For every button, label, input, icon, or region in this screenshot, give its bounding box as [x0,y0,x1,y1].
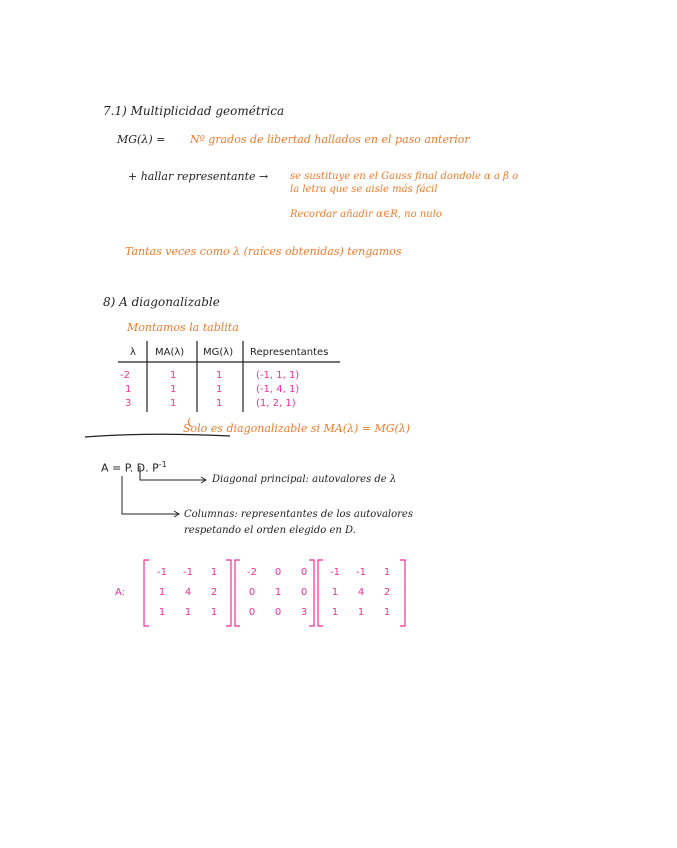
matrix-p-inverse-entry: 1 [357,607,365,618]
matrix-p-inverse-entry: 4 [357,587,365,598]
matrix-p-inverse-entry: 1 [331,607,339,618]
matrix-d-entry: 0 [248,607,256,618]
diagonalizable-condition: Solo es diagonalizable si MA(λ) = MG(λ) [183,422,411,435]
matrix-p-inverse-entry: 1 [383,567,391,578]
table-header-ma: MA(λ) [155,347,185,358]
section-8-heading: 8) A diagonalizable [103,295,220,309]
decomposition-formula [101,458,167,476]
matrix-d-entry: 0 [300,567,308,578]
matrix-p-entry: 1 [158,607,166,618]
matrix-d-entry: 0 [274,567,282,578]
mg-definition: Nº grados de libertad hallados en el paso anterior [190,133,470,146]
nonzero-reminder: Recordar añadir α∈R, no nulo [290,209,442,220]
matrix-d-entry: 3 [300,607,308,618]
matrix-p-entry: 2 [210,587,218,598]
matrix-p-inverse-entry: 1 [383,607,391,618]
table-subtitle: Montamos la tablita [127,321,239,334]
matrix-p-inverse-entry: -1 [356,567,366,578]
table-cell-ma: 1 [170,398,177,409]
table-cell-lambda: 1 [125,384,132,395]
matrix-d-entry: 0 [248,587,256,598]
matrix-p-entry: 1 [158,587,166,598]
table-cell-mg: 1 [216,398,223,409]
representative-step-line2: la letra que se aisle más fácil [290,184,438,195]
columns-note-line2: respetando el orden elegido en D. [184,525,356,536]
repeat-note: Tantas veces como λ (raíces obtenidas) tengamos [125,245,402,258]
table-cell-lambda: -2 [120,370,130,381]
table-cell-lambda: 3 [125,398,132,409]
matrix-a-label: A: [115,587,126,598]
table-cell-representative: (1, 2, 1) [256,398,296,409]
diagonal-note: Diagonal principal: autovalores de λ [212,474,397,485]
matrix-p-inverse-entry: 1 [331,587,339,598]
matrix-d-entry: -2 [247,567,257,578]
matrix-p-entry: 1 [210,567,218,578]
table-cell-ma: 1 [170,370,177,381]
mg-label: MG(λ) = [117,133,166,146]
table-cell-ma: 1 [170,384,177,395]
representative-label: + hallar representante → [128,170,269,183]
matrix-d-entry: 0 [274,607,282,618]
table-header-representatives: Representantes [250,347,329,358]
table-cell-mg: 1 [216,384,223,395]
columns-note-line1: Columnas: representantes de los autovalores [184,509,413,520]
matrix-p-entry: 1 [210,607,218,618]
matrix-d-entry: 0 [300,587,308,598]
table-header-mg: MG(λ) [203,347,234,358]
matrix-p-entry: -1 [157,567,167,578]
matrix-p-entry: 4 [184,587,192,598]
matrix-p-inverse-entry: -1 [330,567,340,578]
table-cell-mg: 1 [216,370,223,381]
formula-exponent: -1 [158,460,167,469]
representative-step-line1: se sustituye en el Gauss final dondole α a β o [290,171,519,182]
matrix-p-entry: -1 [183,567,193,578]
table-header-lambda: λ [130,347,136,358]
table-cell-representative: (-1, 1, 1) [256,370,300,381]
matrix-d-entry: 1 [274,587,282,598]
matrix-p-entry: 1 [184,607,192,618]
section-7-1-heading: 7.1) Multiplicidad geométrica [103,104,285,118]
table-cell-representative: (-1, 4, 1) [256,384,300,395]
matrix-p-inverse-entry: 2 [383,587,391,598]
formula-text: A = P. D. P [101,461,159,475]
